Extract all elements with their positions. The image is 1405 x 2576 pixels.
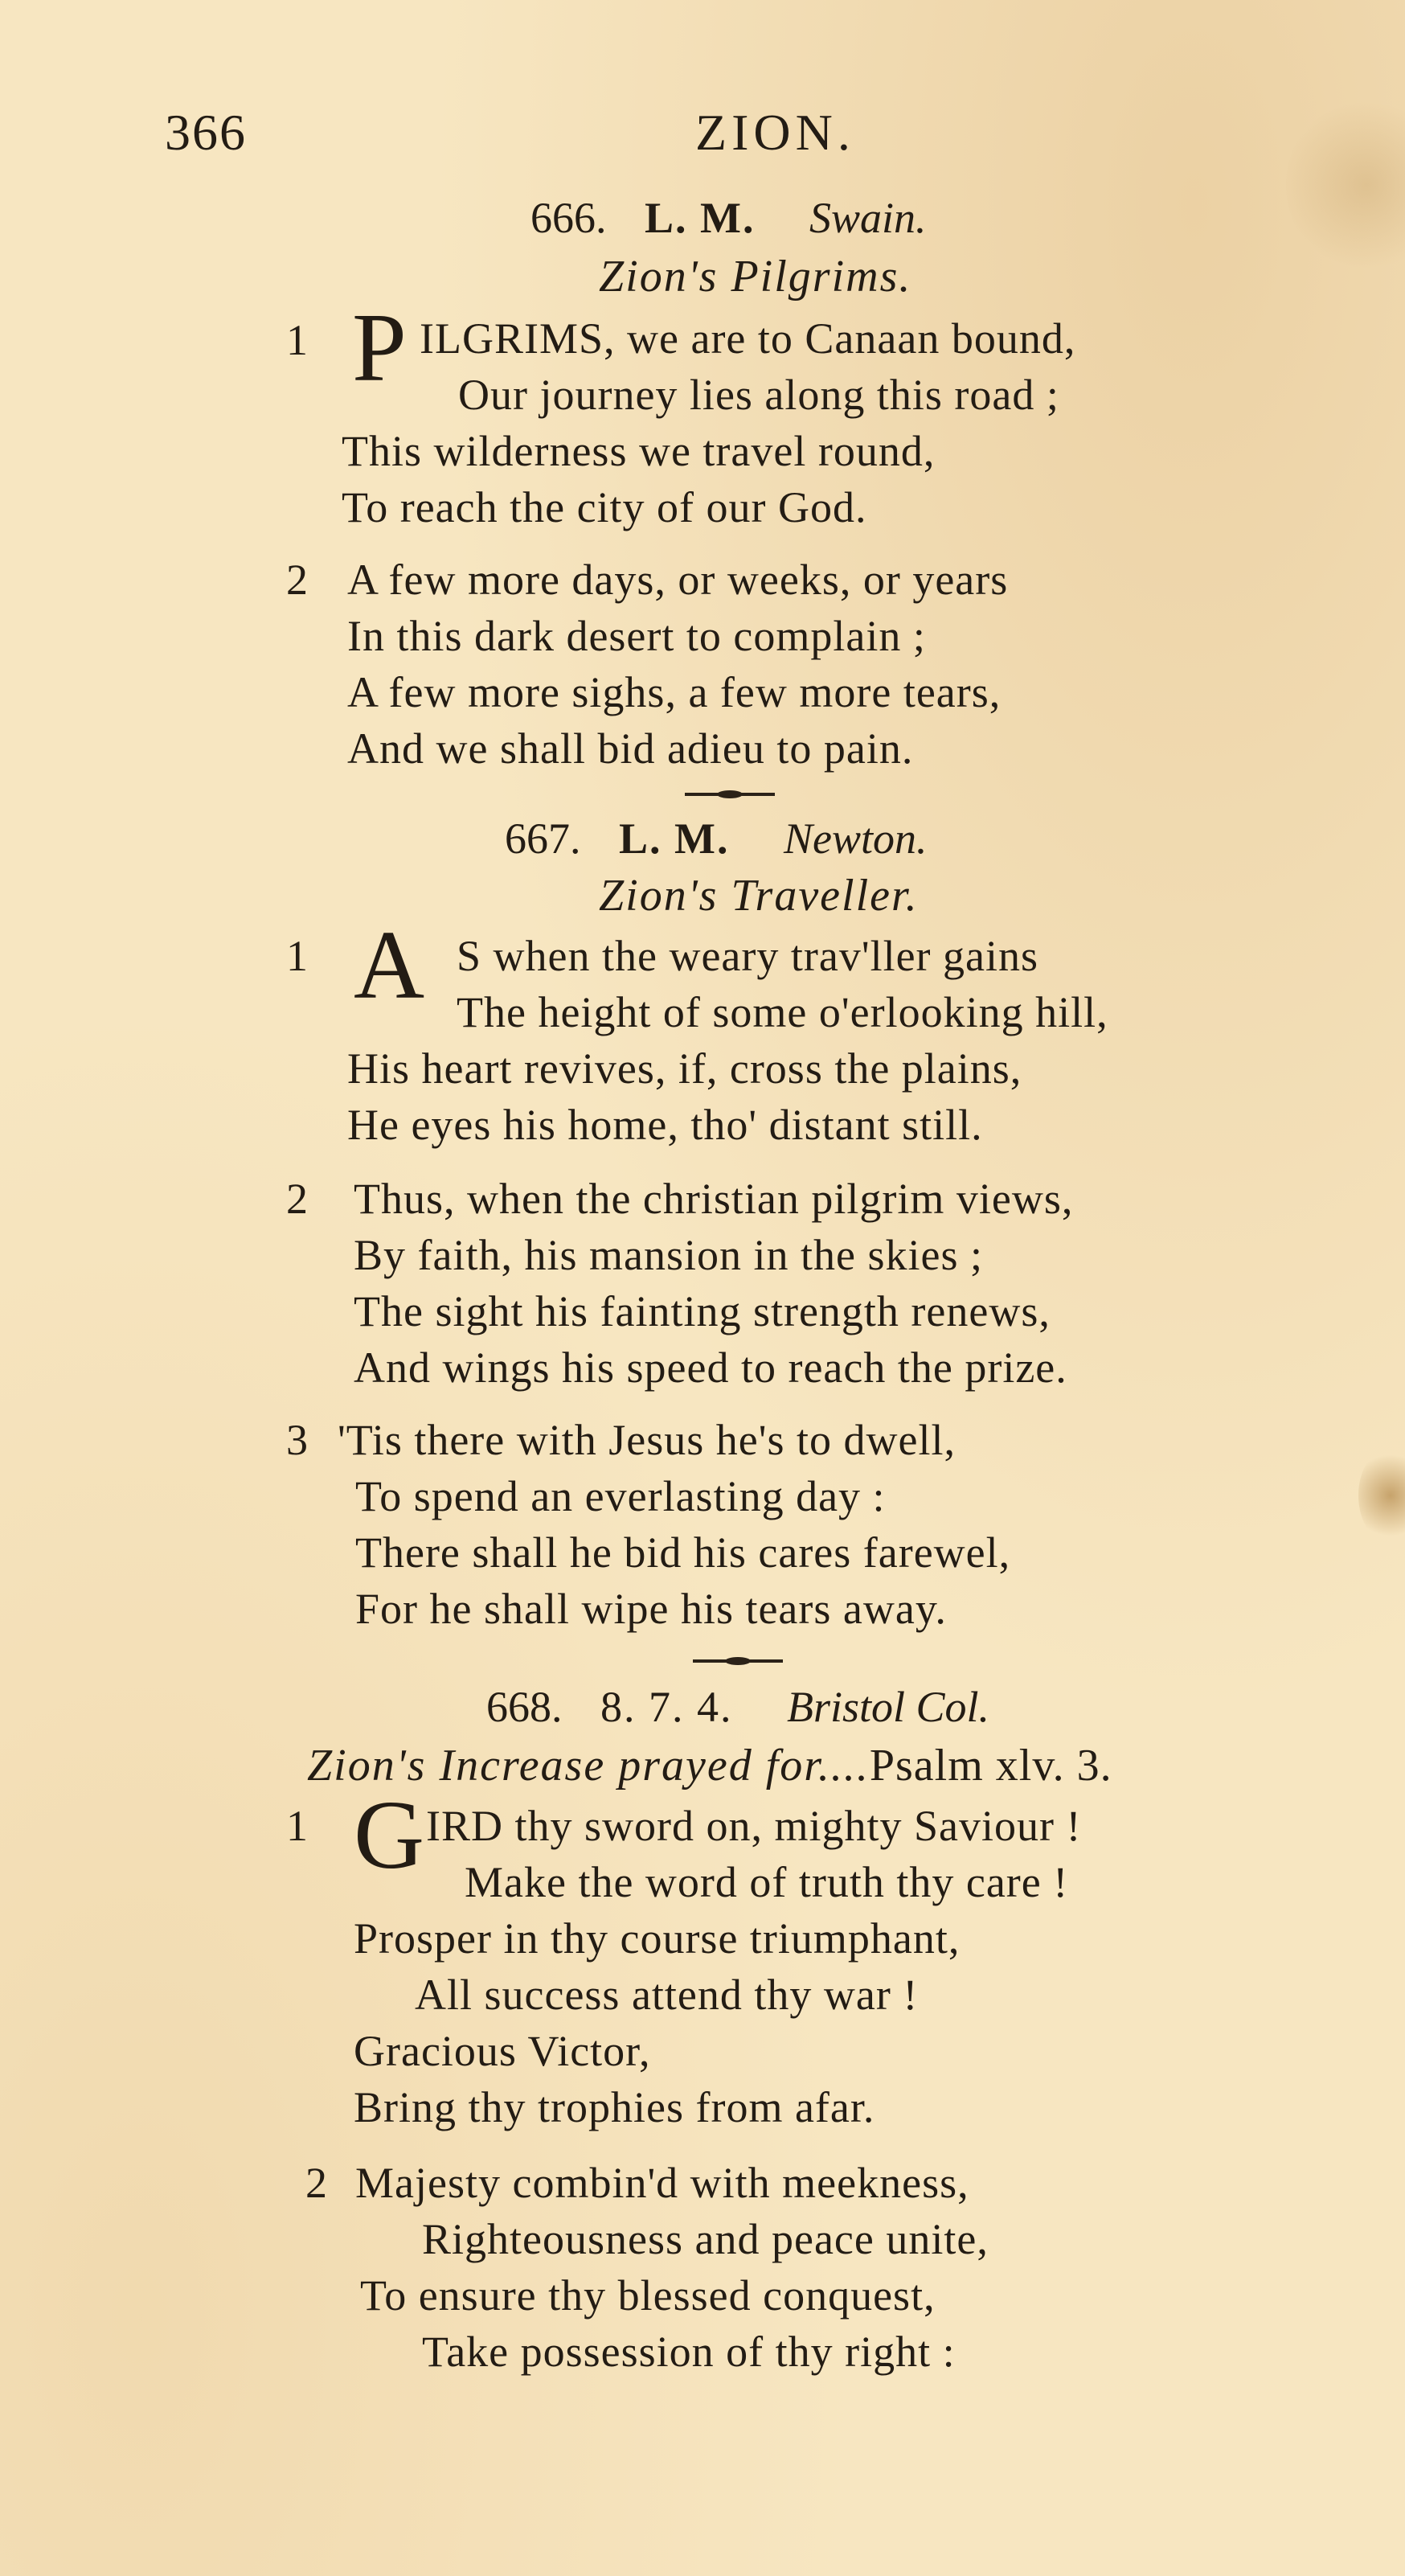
scripture-reference: Psalm xlv. 3. [869, 1741, 1112, 1790]
verse-line: To reach the city of our God. [342, 483, 867, 531]
verse-line: To ensure thy blessed conquest, [360, 2271, 936, 2320]
verse-line: Our journey lies along this road ; [458, 371, 1059, 419]
verse-number: 2 [305, 2159, 327, 2207]
hymn-tune: Swain. [809, 194, 927, 242]
verse-number: 1 [286, 1802, 308, 1850]
hymn-title: Zion's Pilgrims. [599, 252, 912, 301]
verse-number: 2 [286, 556, 308, 604]
verse-line: Take possession of thy right : [422, 2328, 956, 2376]
hymn-heading [530, 193, 927, 243]
drop-cap: A [354, 911, 425, 1019]
verse-number: 1 [286, 316, 308, 364]
verse-line: Righteousness and peace unite, [422, 2215, 989, 2263]
verse-line: Make the word of truth thy care ! [465, 1858, 1069, 1906]
page-number: 366 [165, 104, 247, 161]
verse-line: In this dark desert to complain ; [347, 612, 926, 660]
section-divider [685, 793, 775, 796]
verse-line: The sight his fainting strength renews, [354, 1287, 1051, 1335]
hymn-number: 667. [505, 814, 581, 863]
hymn-title-text: Zion's Increase prayed for.... [307, 1741, 870, 1790]
verse-line: Gracious Victor, [354, 2027, 651, 2075]
verse-line: To spend an everlasting day : [355, 1472, 886, 1520]
hymn-meter: L. M. [645, 194, 756, 242]
hymn-tune: Bristol Col. [787, 1683, 990, 1731]
hymn-title: Zion's Traveller. [599, 871, 919, 921]
paper-stain [1286, 96, 1405, 273]
section-divider [693, 1659, 783, 1663]
verse-line: 'Tis there with Jesus he's to dwell, [338, 1416, 956, 1464]
verse-line: Majesty combin'd with meekness, [355, 2159, 969, 2207]
verse-line: The height of some o'erlooking hill, [457, 988, 1108, 1036]
verse-number: 3 [286, 1416, 308, 1464]
verse-line: For he shall wipe his tears away. [355, 1585, 947, 1633]
drop-cap: P [352, 293, 407, 402]
paper-stain [1358, 1447, 1405, 1544]
verse-line: His heart revives, if, cross the plains, [347, 1044, 1022, 1093]
verse-line: And we shall bid adieu to pain. [347, 724, 914, 773]
verse-line: ILGRIMS, we are to Canaan bound, [420, 314, 1076, 363]
verse-line: Bring thy trophies from afar. [354, 2083, 875, 2131]
verse-line: This wilderness we travel round, [342, 427, 936, 475]
verse-line: Prosper in thy course triumphant, [354, 1914, 961, 1963]
verse-number: 1 [286, 932, 308, 980]
hymn-meter: L. M. [619, 814, 730, 863]
verse-line: All success attend thy war ! [415, 1971, 919, 2019]
verse-line: A few more days, or weeks, or years [347, 556, 1009, 604]
verse-number: 2 [286, 1175, 308, 1223]
hymn-meter: 8. 7. 4. [600, 1683, 733, 1731]
hymn-heading [505, 814, 928, 863]
hymn-title [307, 1740, 1112, 1791]
verse-line: A few more sighs, a few more tears, [347, 668, 1002, 716]
verse-line: He eyes his home, tho' distant still. [347, 1101, 983, 1149]
verse-line: Thus, when the christian pilgrim views, [354, 1175, 1074, 1223]
verse-line: IRD thy sword on, mighty Saviour ! [426, 1802, 1082, 1850]
hymn-number: 666. [530, 194, 607, 242]
drop-cap: G [354, 1781, 425, 1889]
running-head: ZION. [695, 104, 855, 161]
verse-line: S when the weary trav'ller gains [457, 932, 1039, 980]
hymn-heading [486, 1682, 989, 1732]
verse-line: By faith, his mansion in the skies ; [354, 1231, 983, 1279]
verse-line: And wings his speed to reach the prize. [354, 1343, 1067, 1392]
hymn-tune: Newton. [784, 814, 928, 863]
verse-line: There shall he bid his cares farewel, [355, 1528, 1011, 1577]
hymn-number: 668. [486, 1683, 563, 1731]
